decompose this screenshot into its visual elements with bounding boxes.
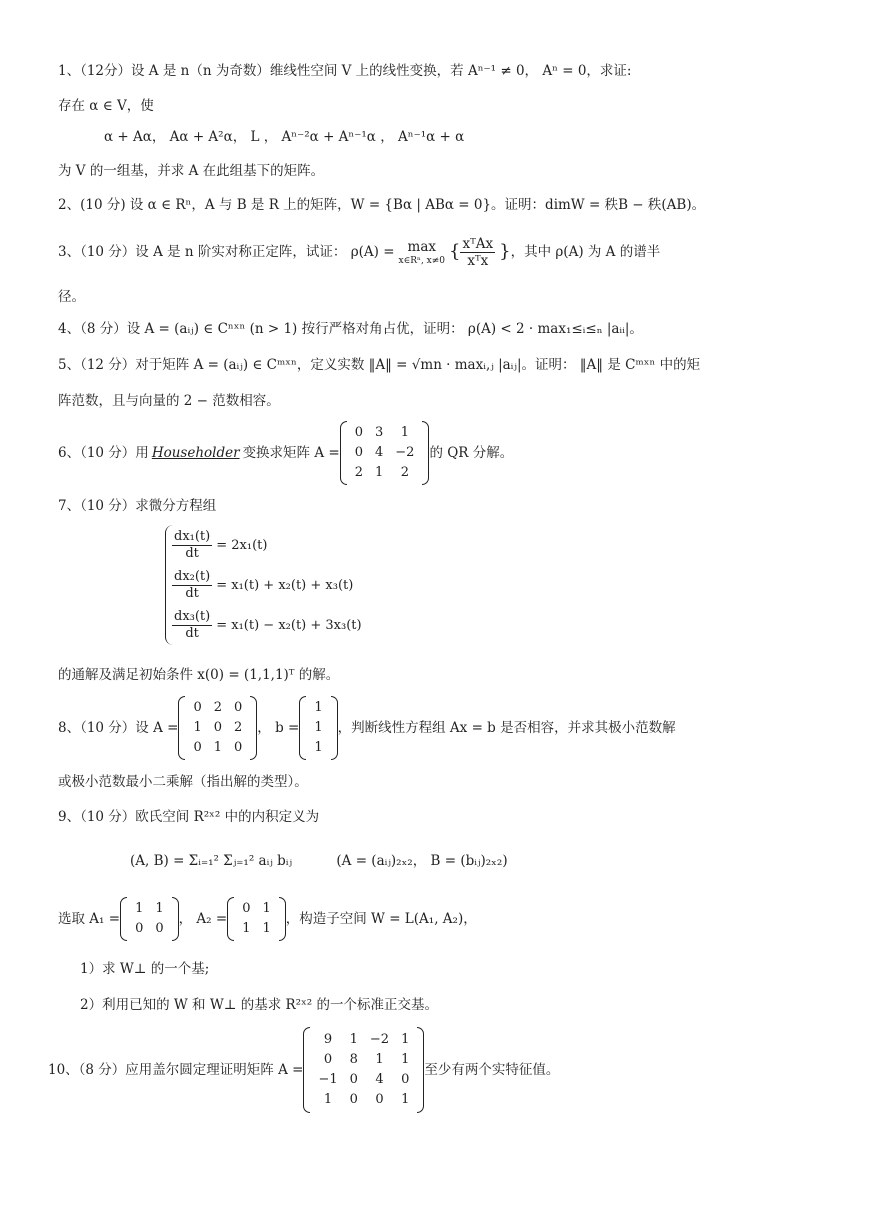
problem-3-prefix: 3、（10 分）设 A 是 n 阶实对称正定阵，试证： ρ(A) = [58,244,395,260]
ode-eq-2 [172,565,362,605]
a2-label: ， A₂ = [178,911,228,927]
problem-1-line-3: 为 V 的一组基，并求 A 在此组基下的矩阵。 [58,163,325,179]
eq1-rhs: = 2x₁(t) [216,537,268,553]
problem-6-matrix [340,421,430,485]
problem-6-prefix: 6、（10 分）用 [58,445,149,461]
matrix-10-table-cell: 0 [349,1072,358,1087]
matrix-a2-table-row [236,899,277,919]
matrix-8-table-cell: 0 [234,700,243,715]
eq1-num: dx₁(t) [174,528,211,544]
eq2-num: dx₂(t) [174,568,211,584]
problem-9-q1: 1）求 W⊥ 的一个基; [80,961,210,977]
matrix-a2-table-cell: 1 [262,901,271,916]
problem-8-vector [299,696,337,760]
vector-b-table-cell: 1 [314,740,323,755]
problem-8-suffix: ，判断线性方程组 Ax = b 是否相容，并求其极小范数解 [337,720,676,736]
matrix-10-table-cell: 4 [375,1072,384,1087]
matrix-6-table-row [349,443,421,463]
choose-suffix: ，构造子空间 W = L(A₁, A₂)， [285,911,477,927]
eq3-num: dx₃(t) [174,608,211,624]
problem-5-line-1: 5、（12 分）对于矩阵 A = (aᵢⱼ) ∈ Cᵐˣⁿ，定义实数 ‖A‖ = √mn · maxᵢ,ⱼ |aᵢⱼ|。证明： ‖A‖ 是 Cᵐˣⁿ 中的矩 [58,357,701,373]
ode-system [165,525,362,645]
problem-1-formula: α + Aα， Aα + A²α， L ， Aⁿ⁻²α + Aⁿ⁻¹α ， Aⁿ⁻¹α + α [104,129,465,145]
choose-prefix: 选取 A₁ = [58,911,121,927]
eq3-rhs: = x₁(t) − x₂(t) + 3x₃(t) [216,617,362,633]
matrix-10-table-cell: −2 [369,1032,390,1047]
problem-5-line-2: 阵范数，且与向量的 2 − 范数相容。 [58,393,280,409]
matrix-8-table-cell: 1 [213,740,223,755]
problem-3-numerator: xᵀAx [462,235,494,252]
eq3-den: dt [185,625,199,641]
right-brace: } [499,241,511,262]
problem-9-q2: 2）利用已知的 W 和 W⊥ 的基求 R²ˣ² 的一个标准正交基。 [80,997,438,1013]
inner-product-formula: (A, B) = Σᵢ₌₁² Σⱼ₌₁² aᵢⱼ bᵢⱼ [130,853,293,869]
problem-3-denominator: xᵀx [467,252,489,269]
matrix-10-table-cell: 0 [323,1052,333,1067]
matrix-6-table-cell: 0 [354,425,363,440]
problem-9-formula [130,852,829,870]
matrix-6-table-row [349,463,421,483]
vector-b-table-cell: 1 [314,700,323,715]
matrix-a2-table-row [236,919,277,939]
problem-8-prefix: 8、（10 分）设 A = [58,720,179,736]
problem-3-max-sub: x∈Rⁿ, x≠0 [398,256,446,266]
matrix-10-table-cell: 9 [323,1032,333,1047]
problem-10-suffix: 至少有两个实特征值。 [424,1062,560,1078]
ode-eq-1 [172,525,362,565]
ode-eq-3 [172,605,362,645]
matrix-6-table-cell: 4 [375,445,384,460]
matrix-a1-table-cell: 0 [155,921,164,936]
problem-8 [58,695,829,761]
eq1-den: dt [185,545,199,561]
matrix-8-table-cell: 0 [234,740,243,755]
matrix-10-table-cell: 0 [375,1092,384,1107]
matrix-a1-table-cell: 1 [155,901,164,916]
matrix-10-table-cell: 8 [349,1052,358,1067]
problem-8-line-2: 或极小范数最小二乘解（指出解的类型）。 [58,774,308,790]
problem-10-prefix: 10、（8 分）应用盖尔圆定理证明矩阵 A = [48,1062,304,1078]
left-brace: { [449,241,461,262]
matrix-8-table-row [187,738,248,758]
matrix-10-table-cell: 1 [401,1092,410,1107]
matrix-10-table-row [312,1070,415,1090]
matrix-a1-table-cell: 0 [135,921,144,936]
matrix-6-table-cell: 1 [375,465,384,480]
matrix-10-table-cell: −1 [318,1072,338,1087]
problem-3-max-label: max [407,239,436,255]
matrix-a1-table-row [129,899,170,919]
vector-b-table [308,698,328,758]
matrix-a1-table-cell: 1 [135,901,144,916]
problem-6-suffix: 的 QR 分解。 [429,445,514,461]
eq2-rhs: = x₁(t) + x₂(t) + x₃(t) [216,577,354,593]
matrix-10-table-row [312,1050,415,1070]
matrix-10-table-cell: 0 [401,1072,410,1087]
matrix-a1-table [129,899,170,939]
matrix-8-table-cell: 0 [193,700,202,715]
problem-1-line-2: 存在 α ∈ V，使 [58,98,154,114]
problem-3-line-1 [58,232,829,272]
problem-9-choose [58,896,829,942]
matrix-10-table-cell: 1 [401,1032,410,1047]
problem-4: 4、（8 分）设 A = (aᵢⱼ) ∈ Cⁿˣⁿ (n > 1) 按行严格对角占优，证明： ρ(A) < 2 · max₁≤ᵢ≤ₙ |aᵢᵢ|。 [58,321,643,337]
matrix-8-table-cell: 2 [234,720,243,735]
matrix-10-table [312,1030,415,1110]
problem-10-matrix [303,1027,424,1113]
matrix-a2 [227,897,286,941]
matrix-a1 [120,897,179,941]
matrix-6-table-cell: 1 [400,425,409,440]
matrix-8-table [187,698,248,758]
problem-8-b-label: ， b = [257,720,300,736]
problem-6-mid: 变换求矩阵 A = [242,445,340,461]
matrix-10-table-cell: 1 [375,1052,384,1067]
problem-3-fraction [460,236,495,269]
matrix-10-table-cell: 1 [349,1032,358,1047]
problem-6 [58,420,829,486]
matrix-6-table-cell: 2 [354,465,363,480]
matrix-8-table-row [187,718,248,738]
matrix-8-table-cell: 2 [213,700,223,715]
inner-product-note: (A = (aᵢⱼ)₂ₓ₂， B = (bᵢⱼ)₂ₓ₂) [336,853,508,869]
problem-3-max [399,238,445,266]
matrix-a2-table-cell: 0 [242,901,251,916]
matrix-a2-table-cell: 1 [262,921,271,936]
vector-b-table-row [308,718,328,738]
matrix-8-table-cell: 0 [193,740,202,755]
matrix-10-table-row [312,1090,415,1110]
problem-9-line-1: 9、（10 分）欧氏空间 R²ˣ² 中的内积定义为 [58,809,320,825]
vector-b-table-row [308,738,328,758]
problem-7-line-2: 的通解及满足初始条件 x(0) = (1,1,1)ᵀ 的解。 [58,667,340,683]
matrix-8-table-cell: 0 [213,720,223,735]
problem-1-line-1: 1、（12分）设 A 是 n（n 为奇数）维线性空间 V 上的线性变换，若 Aⁿ⁻¹ ≠ 0， Aⁿ = 0，求证: [58,63,632,79]
vector-b-table-row [308,698,328,718]
matrix-6-table-cell: 2 [400,465,409,480]
problem-3-line-2: 径。 [58,289,85,305]
problem-10 [48,1026,829,1114]
matrix-6-table-cell: 3 [375,425,384,440]
matrix-6-table [349,423,421,483]
matrix-10-table-cell: 1 [401,1052,410,1067]
problem-7-line-1: 7、（10 分）求微分方程组 [58,498,217,514]
vector-b-table-cell: 1 [314,720,323,735]
matrix-10-table-row [312,1030,415,1050]
matrix-6-table-row [349,423,421,443]
householder-label: Householder [151,445,240,461]
matrix-8-table-cell: 1 [193,720,202,735]
matrix-6-table-cell: 0 [354,445,363,460]
problem-8-matrix [178,696,257,760]
matrix-10-table-cell: 1 [323,1092,333,1107]
eq2-den: dt [185,585,199,601]
matrix-8-table-row [187,698,248,718]
matrix-a1-table-row [129,919,170,939]
problem-2: 2、(10 分) 设 α ∈ Rⁿ，A 与 B 是 R 上的矩阵，W = {Bα | ABα = 0}。证明：dimW = 秩B − 秩(AB)。 [58,197,706,213]
problem-3-suffix: ，其中 ρ(A) 为 A 的谱半 [510,244,661,260]
matrix-10-table-cell: 0 [349,1092,358,1107]
matrix-a2-table-cell: 1 [242,921,251,936]
matrix-a2-table [236,899,277,939]
matrix-6-table-cell: −2 [395,445,415,460]
